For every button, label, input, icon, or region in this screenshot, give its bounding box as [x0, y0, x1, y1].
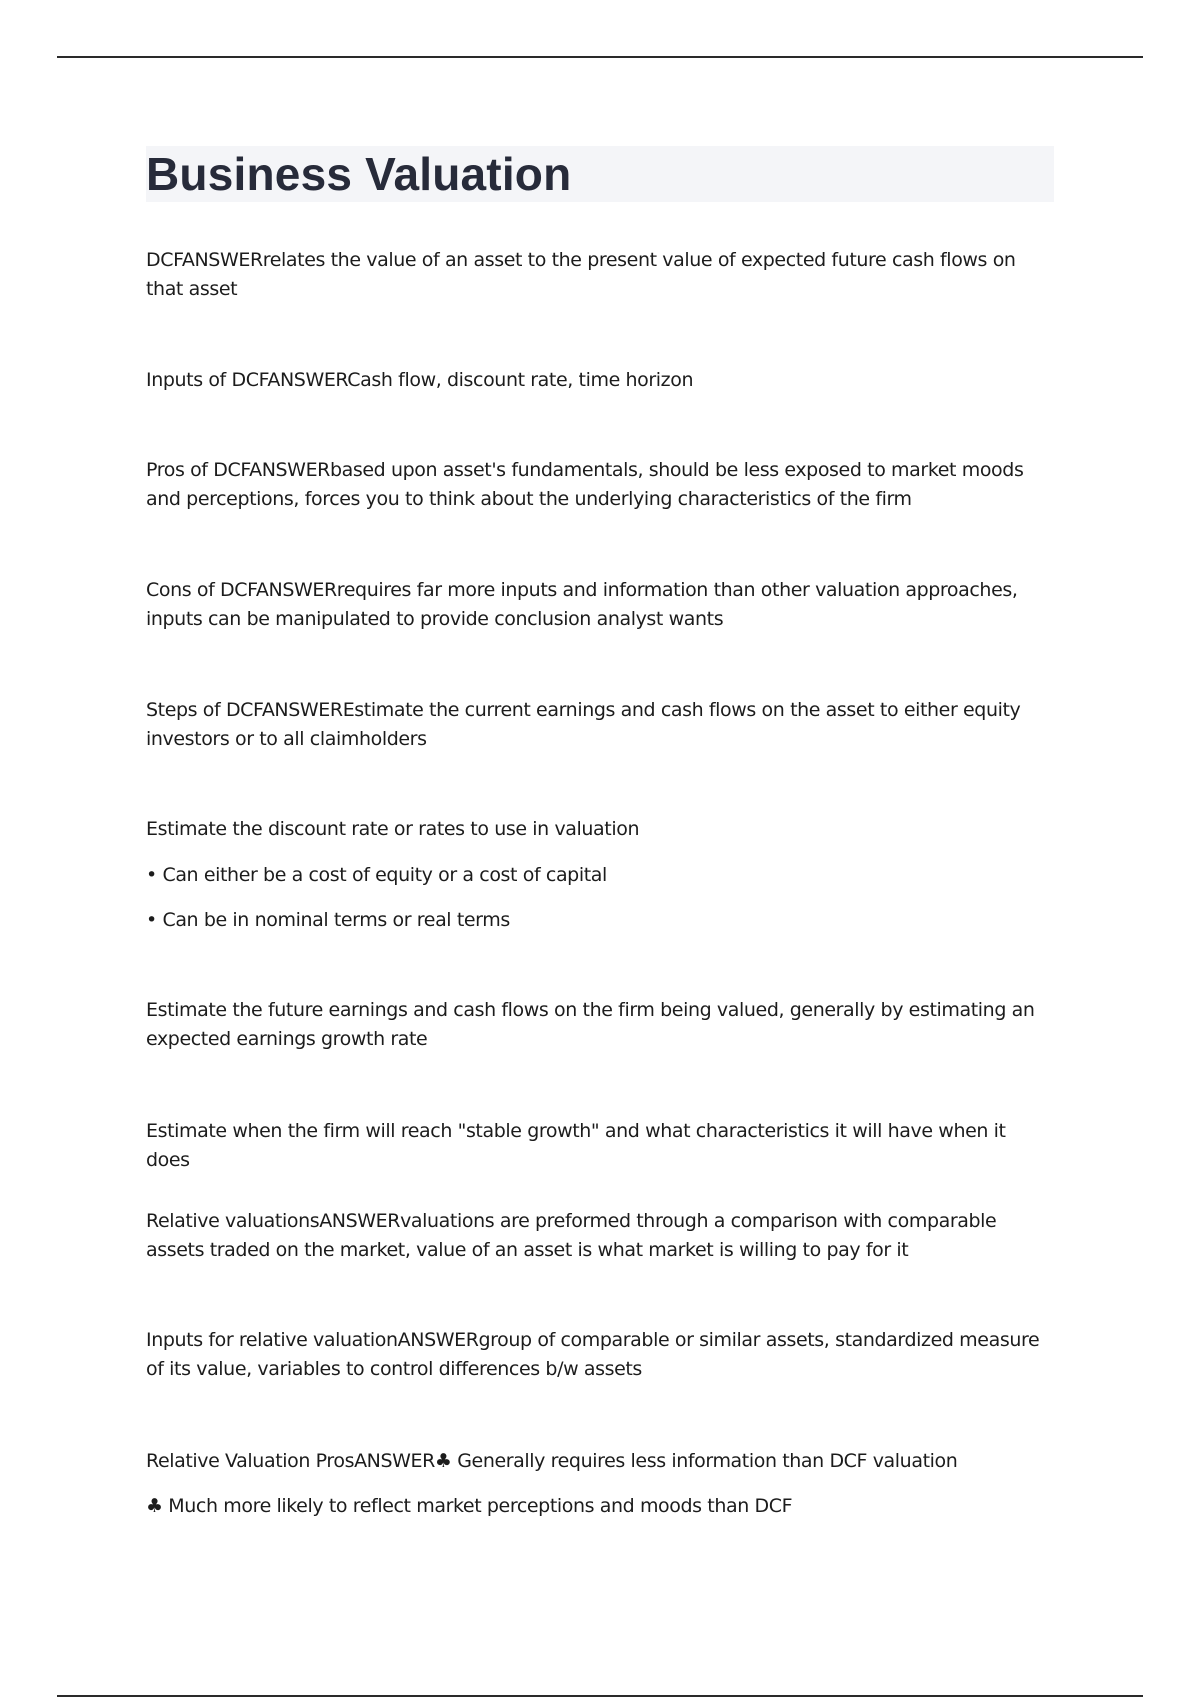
- bullet-cost-of-equity: • Can either be a cost of equity or a cost of capital: [146, 864, 607, 886]
- bottom-rule: [57, 1695, 1143, 1697]
- entry-dcf-pros: Pros of DCFANSWERbased upon asset's fundamentals, should be less exposed to market moods and perceptions, forces you to think about the underlying characteristics of the firm: [146, 459, 1024, 510]
- title-bar: [146, 146, 1054, 202]
- entry-future-earnings: Estimate the future earnings and cash flows on the firm being valued, generally by estimating an expected earnings growth rate: [146, 999, 1035, 1050]
- entry-relative-pros: Relative Valuation ProsANSWER♣ Generally requires less information than DCF valuation: [146, 1450, 958, 1472]
- entry-dcf-cons: Cons of DCFANSWERrequires far more inputs and information than other valuation approaches, inputs can be manipulated to provide conclusion analyst wants: [146, 579, 1018, 630]
- entry-relative-valuations: Relative valuationsANSWERvaluations are preformed through a comparison with comparable assets traded on the market, value of an asset is what market is willing to pay for it: [146, 1210, 997, 1261]
- entry-discount-rate: Estimate the discount rate or rates to use in valuation: [146, 818, 640, 840]
- entry-dcf-inputs: Inputs of DCFANSWERCash flow, discount rate, time horizon: [146, 369, 694, 391]
- bullet-market-perceptions: ♣ Much more likely to reflect market perceptions and moods than DCF: [146, 1495, 793, 1517]
- top-rule: [57, 56, 1143, 58]
- document-body: [146, 146, 1054, 1517]
- entry-dcf-steps: Steps of DCFANSWEREstimate the current earnings and cash flows on the asset to either equity investors or to all claimholders: [146, 699, 1021, 750]
- entry-stable-growth: Estimate when the firm will reach "stable growth" and what characteristics it will have when it does: [146, 1120, 1006, 1171]
- entry-relative-inputs: Inputs for relative valuationANSWERgroup of comparable or similar assets, standardized measure of its value, variables to control differences b/w assets: [146, 1329, 1040, 1380]
- page-title: Business Valuation: [146, 148, 572, 200]
- bullet-nominal-real: • Can be in nominal terms or real terms: [146, 909, 510, 931]
- entry-dcf-definition: DCFANSWERrelates the value of an asset to the present value of expected future cash flows on that asset: [146, 249, 1016, 300]
